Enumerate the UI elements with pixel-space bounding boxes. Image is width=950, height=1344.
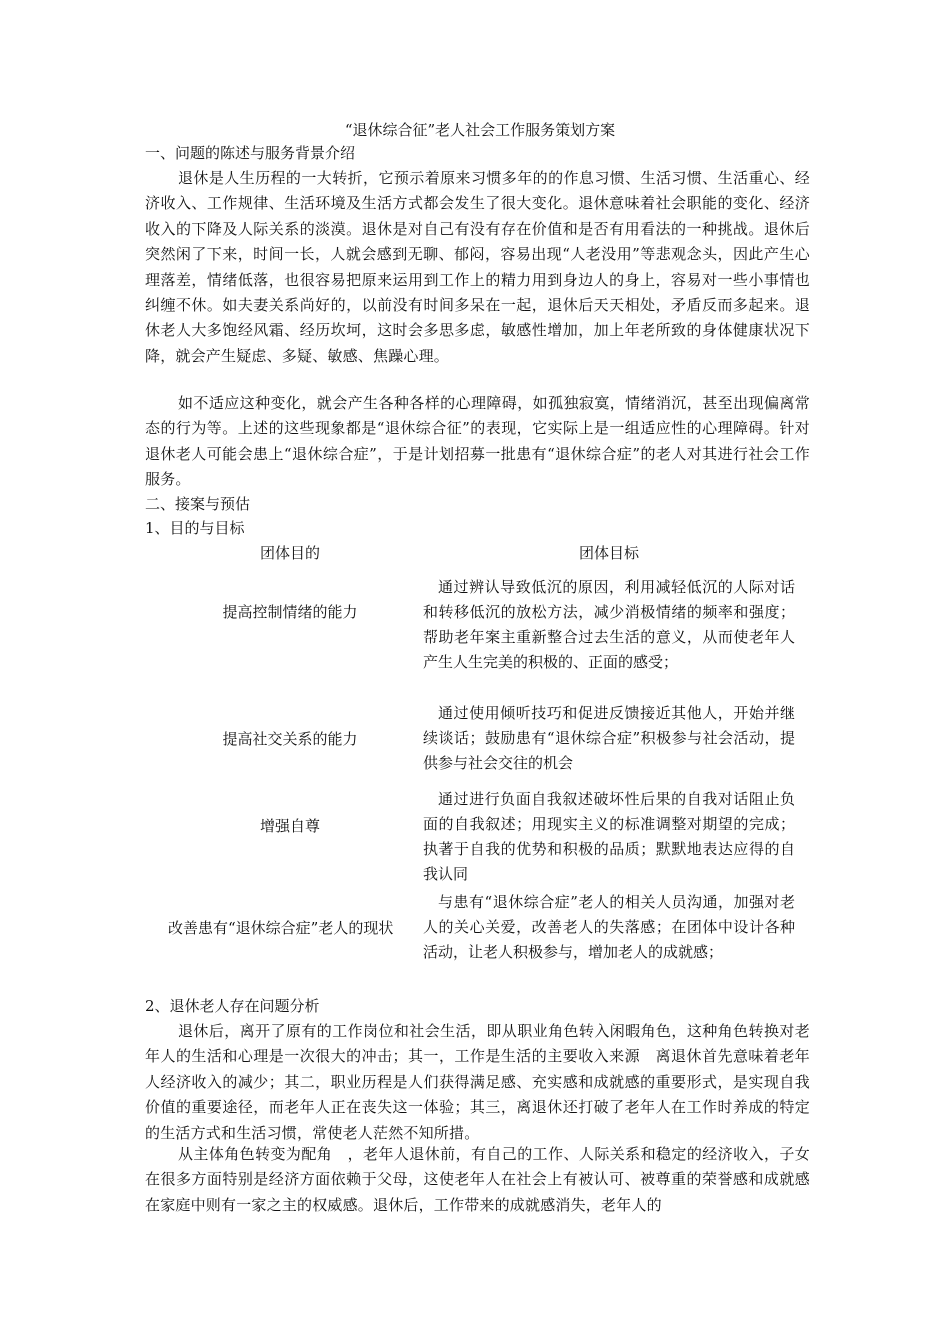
document-title: “退休综合征”老人社会工作服务策划方案 [344,121,616,139]
paragraph-maladaptation: 如不适应这种变化，就会产生各种各样的心理障碍，如孤独寂寞，情绪消沉，甚至出现偏离常态的行为等。上述的这些现象都是“退休综合征”的表现，它实际上是一组适应性的心理障碍。针对退休老人可能会患上“退休综合症”，于是计划招募一批患有“退休综合症”的老人对其进行社会工作服务。 [145,394,810,489]
section-heading-background: 一、问题的陈述与服务背景介绍 [145,144,356,162]
subheading-purpose-goals: 1、目的与目标 [145,519,245,537]
paragraph-retirement-intro: 退休是人生历程的一大转折，它预示着原来习惯多年的的作息习惯、生活习惯、生活重心、经济收入、工作规律、生活环境及生活方式都会发生了很大变化。退休意味着社会职能的变化、经济收入的下降及人际关系的淡漠。退休是对自己有没有存在价值和是否有用看法的一种挑战。退休后突然闲了下来，时间一长，人就会感到无聊、郁闷，容易出现“人老没用”等悲观念头，因此产生心理落差，情绪低落，也很容易把原来运用到工作上的精力用到身边人的身上，容易对一些小事情也纠缠不休。如夫妻关系尚好的，以前没有时间多呆在一起，退休后天天相处，矛盾反而多起来。退休老人大多饱经风霜、经历坎坷，这时会多思多虑，敏感性增加，加上年老所致的身体健康状况下降，就会产生疑虑、多疑、敏感、焦躁心理。 [145,169,810,365]
table-cell-purpose: 提高控制情绪的能力 [222,603,358,621]
table-header-purpose: 团体目的 [259,544,320,562]
table-cell-goal: 通过进行负面自我叙述破坏性后果的自我对话阻止负面的自我叙述；用现实主义的标准调整对期望的完成；执著于自我的优势和积极的品质；默默地表达应得的自我认同 [423,790,795,883]
table-cell-purpose: 增强自尊 [259,817,320,835]
table-cell-purpose: 改善患有“退休综合症”老人的现状 [168,919,394,937]
paragraph-role-change: 退休后，离开了原有的工作岗位和社会生活，即从职业角色转入闲暇角色，这种角色转换对老年人的生活和心理是一次很大的冲击；其一，工作是生活的主要收入来源 离退休首先意味着老年人经济收入的减少；其二，职业历程是人们获得满足感、充实感和成就感的重要形式，是实现自我价值的重要途径，而老年人正在丧失这一体验；其三，离退休还打破了老年人在工作时养成的特定的生活方式和生活习惯，常使老人茫然不知所措。 [145,1022,810,1142]
paragraph-main-to-supporting-role: 从主体角色转变为配角 ，老年人退休前，有自己的工作、人际关系和稳定的经济收入，子女在很多方面特别是经济方面依赖于父母，这使老年人在社会上有被认可、被尊重的荣誉感和成就感 在家庭中则有一家之主的权威感。退休后，工作带来的成就感消失，老年人的 [145,1145,826,1214]
table-cell-goal: 通过使用倾听技巧和促进反馈接近其他人，开始并继续谈话；鼓励患有“退休综合症”积极参与社会活动，提供参与社会交往的机会 [423,704,795,772]
table-cell-goal: 与患有“退休综合症”老人的相关人员沟通，加强对老人的关心关爱，改善老人的失落感；在团体中设计各种活动，让老人积极参与，增加老人的成就感； [423,893,795,961]
table-header-goal: 团体目标 [578,544,639,562]
table-cell-purpose: 提高社交关系的能力 [222,730,358,748]
section-heading-intake: 二、接案与预估 [145,495,251,513]
subheading-problem-analysis: 2、退休老人存在问题分析 [145,997,320,1015]
table-cell-goal: 通过辨认导致低沉的原因，利用减轻低沉的人际对话和转移低沉的放松方法，减少消极情绪的频率和强度；帮助老年案主重新整合过去生活的意义，从而使老年人产生人生完美的积极的、正面的感受； [423,578,795,671]
